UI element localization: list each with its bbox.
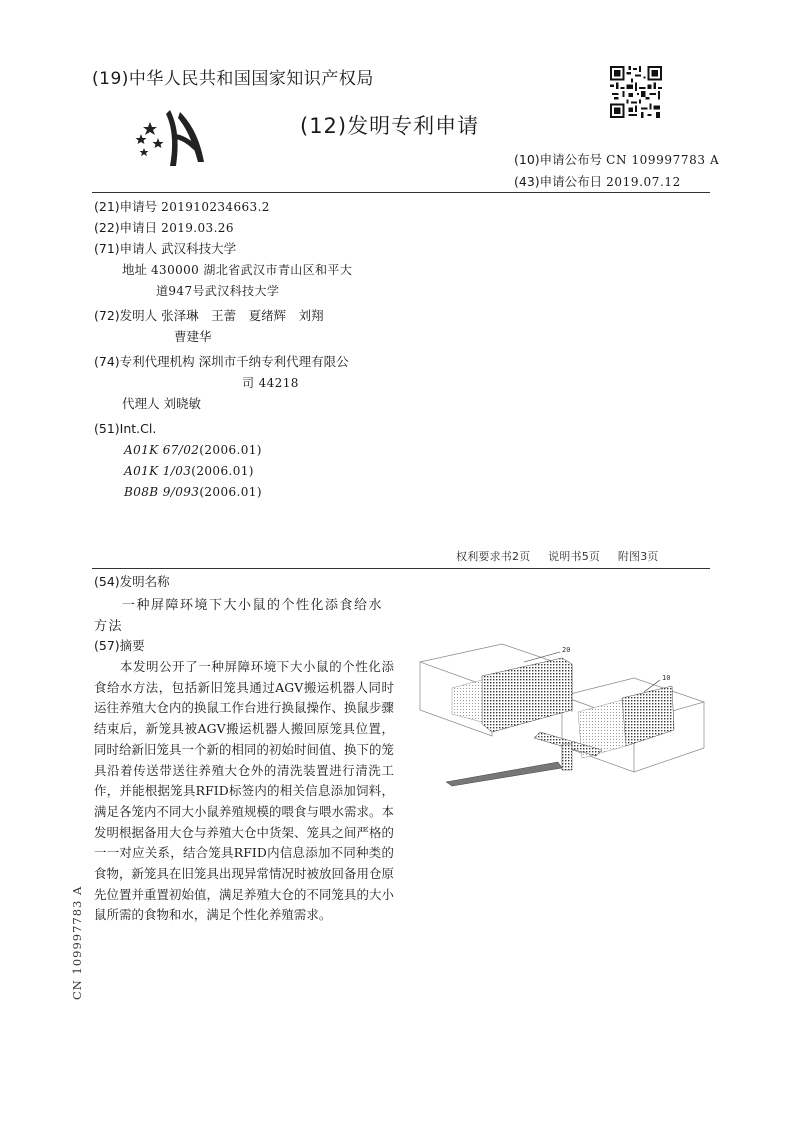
filing-date-row: [94, 217, 614, 238]
agency-line-2: 司 44218: [242, 376, 299, 390]
ipc-version: (2006.01): [199, 485, 262, 499]
page-count-info: [456, 548, 673, 564]
filing-date: 2019.03.26: [161, 221, 234, 235]
address-line-2: 道947号武汉科技大学: [156, 284, 280, 298]
ipc-code: A01K 67/02: [124, 443, 200, 457]
abstract-label: (57)摘要: [94, 638, 145, 653]
agency-line-1: 深圳市千纳专利代理有限公: [198, 354, 349, 369]
invention-title-line-1: 一种屏障环境下大小鼠的个性化添食给水: [122, 598, 384, 613]
applicant-row: [94, 238, 614, 259]
filing-date-label: (22)申请日: [94, 220, 158, 235]
inventors-line-2: 曹建华: [174, 329, 212, 344]
abstract-text: 本发明公开了一种屏障环境下大小鼠的个性化添食给水方法，包括新旧笼具通过AGV搬运机器人同时运往养殖大仓内的换鼠工作台进行换鼠操作、换鼠步骤结束后，新笼具被AGV搬运机器人搬回原笼具位置，同时给新旧笼具一个新的相同的初始时间值、换下的笼具沿着传送带送往养殖大仓外的清洗装置进行清洗工作，并能根据笼具RFID标签内的相关信息添加饲料，满足各笼内不同大小鼠养殖规模的喂食与喂水需求。本发明根据备用大仓与养殖大仓中货架、笼具之间严格的一一对应关系，结合笼具RFID内信息添加不同种类的食物，新笼具在旧笼具出现异常情况时被放回备用仓原先位置并重置初始值，满足养殖大仓的不同笼具的大小鼠所需的食物和水，满足个性化养殖需求。: [94, 659, 394, 923]
publication-date-label: (43)申请公布日: [514, 174, 603, 189]
applicant: 武汉科技大学: [161, 241, 237, 256]
abstract-figure: [412, 640, 710, 788]
ipc-row: [94, 460, 614, 481]
inventors-row-2: [94, 326, 614, 347]
publication-number-label: (10)申请公布号: [514, 152, 603, 167]
inventors-label: (72)发明人: [94, 308, 158, 323]
agent: 刘晓敏: [163, 396, 202, 411]
body-divider: [92, 568, 710, 569]
agency-row: [94, 351, 614, 372]
claims-pages: 权利要求书2页: [456, 550, 531, 563]
ipc-code: A01K 1/03: [124, 464, 192, 478]
inventors-row: [94, 305, 614, 326]
publication-date-row: [514, 172, 681, 190]
address-row: [94, 259, 614, 280]
address-label: 地址: [122, 262, 148, 277]
publication-number: CN 109997783 A: [606, 153, 720, 167]
ipc-row: [94, 481, 614, 502]
publication-number-row: [514, 150, 719, 168]
applicant-label: (71)申请人: [94, 241, 158, 256]
application-number: 201910234663.2: [161, 200, 270, 214]
inventors-line-1: 张泽琳 王蕾 夏绪辉 刘翔: [161, 308, 324, 323]
int-cl-label: (51)Int.Cl.: [94, 421, 157, 436]
publication-date: 2019.07.12: [606, 175, 681, 189]
invention-title-label: (54)发明名称: [94, 574, 170, 589]
drawings-pages: 附图3页: [617, 550, 659, 563]
address-line-1: 430000 湖北省武汉市青山区和平大: [151, 263, 353, 277]
int-cl-row: [94, 418, 614, 439]
side-publication-code: CN 109997783 A: [70, 885, 84, 1000]
agent-label: 代理人: [122, 396, 160, 411]
invention-title-line-2: 方法: [94, 619, 124, 634]
application-number-row: [94, 196, 614, 217]
application-number-label: (21)申请号: [94, 199, 158, 214]
agency-row-2: [94, 372, 614, 393]
cnipa-logo-icon: [130, 104, 210, 172]
ipc-version: (2006.01): [199, 443, 262, 457]
office-title: (19)中华人民共和国国家知识产权局: [92, 69, 374, 89]
ipc-version: (2006.01): [191, 464, 254, 478]
qr-code-icon: [610, 66, 662, 118]
figure-label-20: 20: [562, 646, 571, 654]
figure-label-10: 10: [662, 674, 671, 682]
agent-row: [94, 393, 614, 414]
ipc-row: [94, 439, 614, 460]
address-row-2: [94, 280, 614, 301]
description-pages: 说明书5页: [548, 550, 601, 563]
ipc-code: B08B 9/093: [124, 485, 200, 499]
header-divider: [92, 192, 710, 193]
bibliographic-data: [94, 196, 614, 502]
agency-label: (74)专利代理机构: [94, 354, 195, 369]
document-type-title: (12)发明专利申请: [300, 114, 480, 138]
